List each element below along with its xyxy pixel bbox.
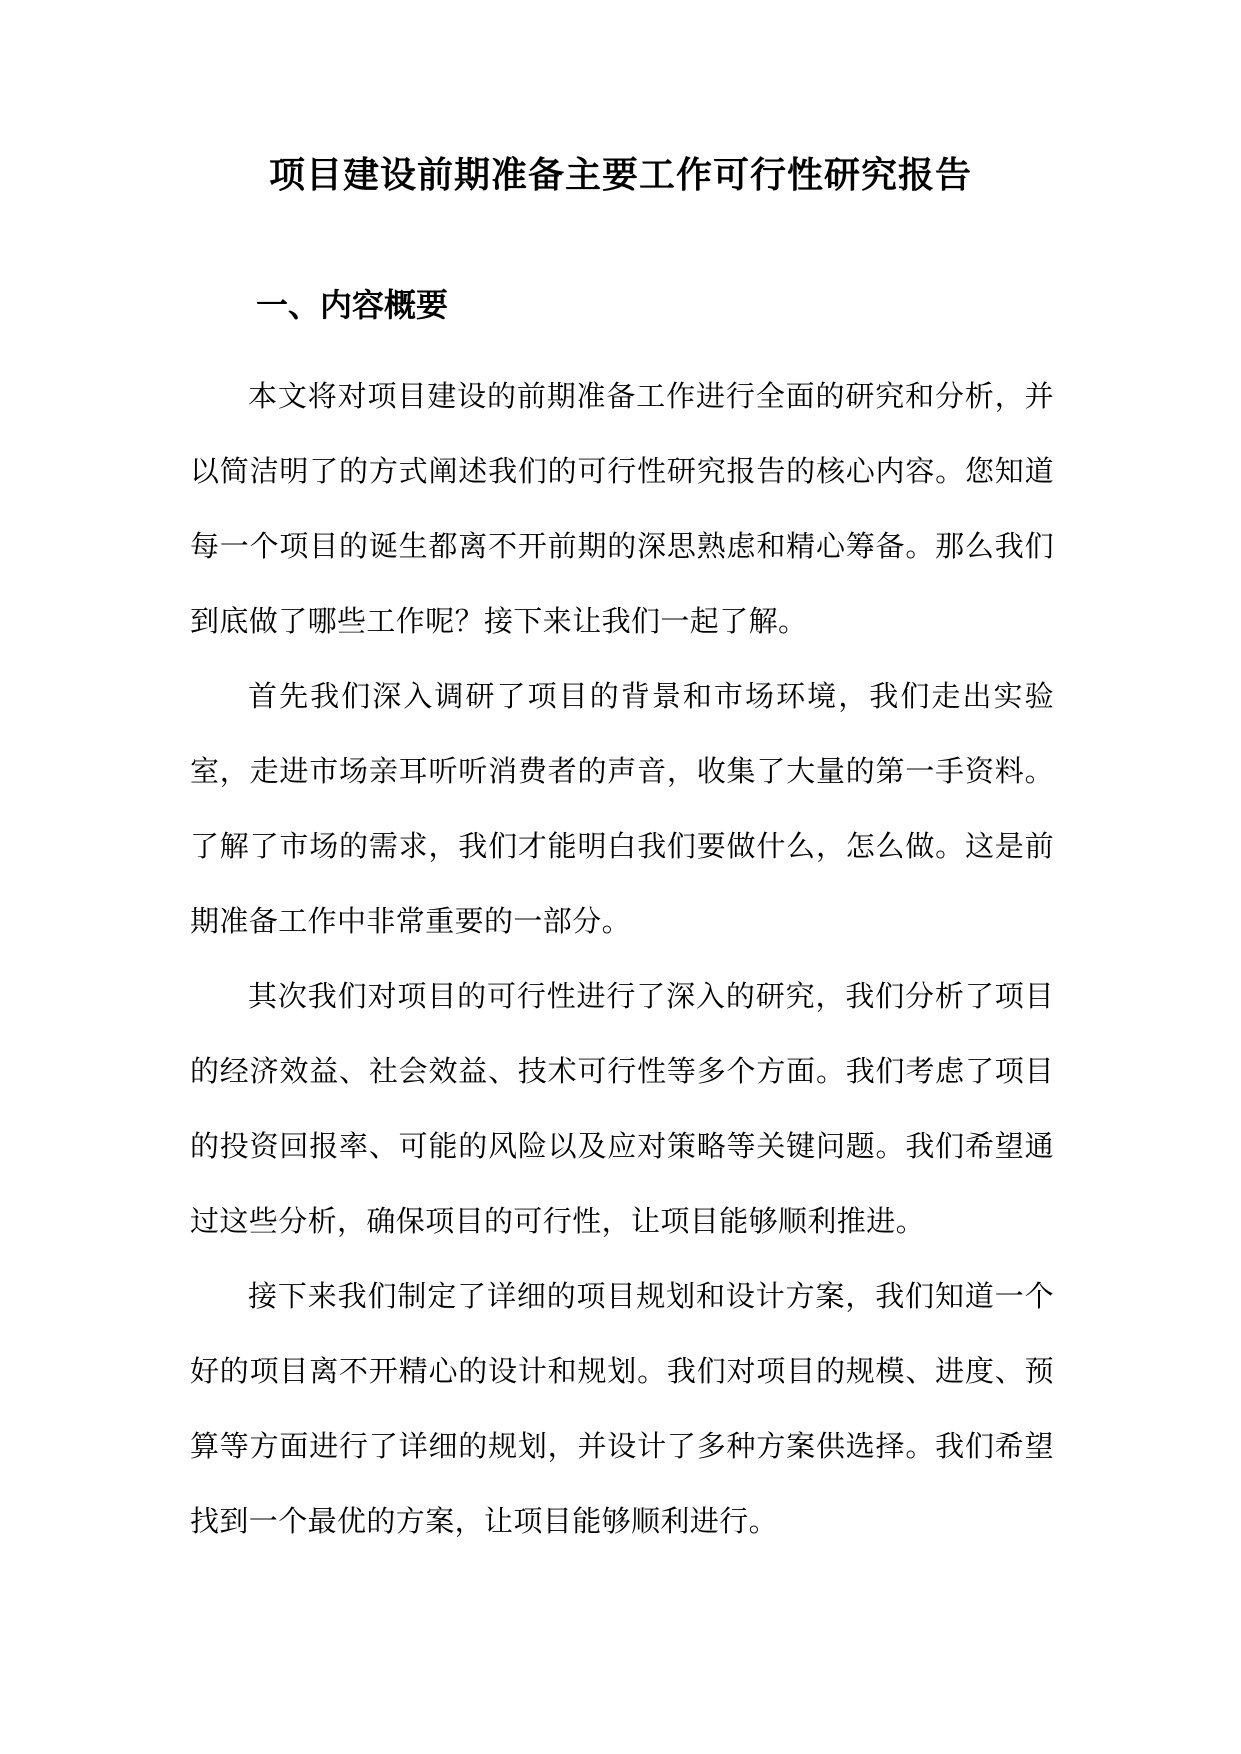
document-body [190, 359, 1054, 1559]
paragraph: 其次我们对项目的可行性进行了深入的研究，我们分析了项目的经济效益、社会效益、技术可行性等多个方面。我们考虑了项目的投资回报率、可能的风险以及应对策略等关键问题。我们希望通过这些分析，确保项目的可行性，让项目能够顺利推进。 [190, 979, 1054, 1238]
section-heading: 一、内容概要 [256, 286, 449, 324]
paragraph: 接下来我们制定了详细的项目规划和设计方案，我们知道一个好的项目离不开精心的设计和规划。我们对项目的规模、进度、预算等方面进行了详细的规划，并设计了多种方案供选择。我们希望找到一个最优的方案，让项目能够顺利进行。 [190, 1279, 1054, 1538]
paragraph: 首先我们深入调研了项目的背景和市场环境，我们走出实验室，走进市场亲耳听听消费者的声音，收集了大量的第一手资料。了解了市场的需求，我们才能明白我们要做什么，怎么做。这是前期准备工作中非常重要的一部分。 [190, 679, 1054, 938]
document-title: 项目建设前期准备主要工作可行性研究报告 [268, 154, 972, 196]
paragraph: 本文将对项目建设的前期准备工作进行全面的研究和分析，并以简洁明了的方式阐述我们的可行性研究报告的核心内容。您知道每一个项目的诞生都离不开前期的深思熟虑和精心筹备。那么我们到底做了哪些工作呢？接下来让我们一起了解。 [190, 379, 1054, 638]
